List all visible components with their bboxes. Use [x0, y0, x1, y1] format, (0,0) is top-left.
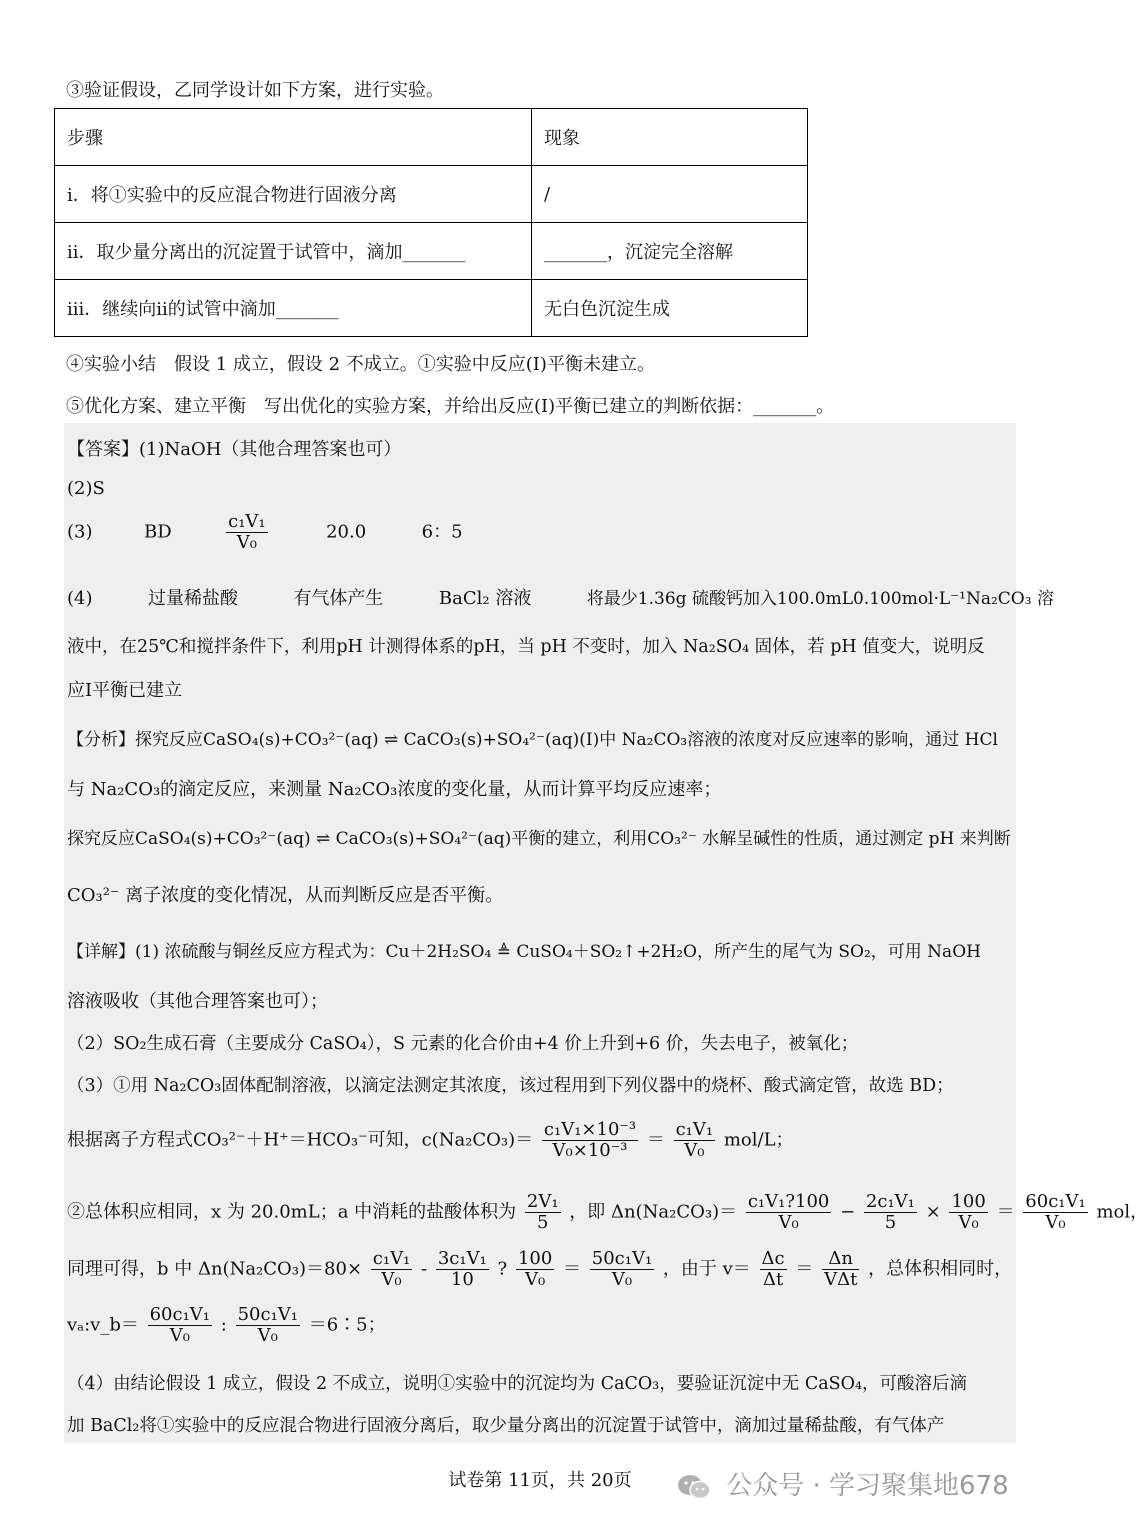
- page-footer: 试卷第 11页，共 20页: [448, 1470, 632, 1491]
- fraction: $\frac{\text{c₁V₁}}{\text{V₀}}$: [675, 1119, 714, 1161]
- phenomenon-cell: _______，沉淀完全溶解: [532, 223, 808, 280]
- phenomenon-cell: 无白色沉淀生成: [532, 280, 808, 337]
- detail-line-6: ②总体积应相同，x 为 20.0mL；a 中消耗的盐酸体积为 $\frac{\text{2V₁}}{5}$ ，即 Δn(Na₂CO₃)＝ $\frac{\text{c₁V₁?100}}{\text{V₀}}$ − $\frac{\text{2c₁V₁}}{5}$ × $\frac{100}{\text{V₀}}$ ＝ $\frac{\text{60c₁V₁}}{\text{V₀}}$ mol，: [67, 1191, 1148, 1233]
- detail-line-1: 【详解】(1) 浓硫酸与铜丝反应方程式为：Cu＋2H₂SO₄ ≜ CuSO₄＋SO₂↑+2H₂O，所产生的尾气为 SO₂，可用 NaOH: [67, 942, 981, 962]
- detail-line-10: 加 BaCl₂将①实验中的反应混合物进行固液分离后，取少量分离出的沉淀置于试管中，滴加过量稀盐酸，有气体产: [67, 1416, 945, 1436]
- header-phenomenon: 现象: [532, 109, 808, 166]
- answer-1: 【答案】(1)NaOH（其他合理答案也可）: [67, 439, 402, 460]
- analysis-line-3: 探究反应CaSO₄(s)+CO₃²⁻(aq) ⇌ CaCO₃(s)+SO₄²⁻(aq)平衡的建立，利用CO₃²⁻ 水解呈碱性的性质，通过测定 pH 来判断: [67, 829, 1011, 849]
- answer-3-volume: 20.0: [326, 521, 367, 543]
- answer-panel: [64, 423, 1016, 1443]
- fraction: $\frac{\text{3c₁V₁}}{10}$: [437, 1248, 487, 1290]
- fraction: $\frac{\text{50c₁V₁}}{\text{V₀}}$: [591, 1248, 653, 1290]
- wechat-icon: [676, 1473, 712, 1501]
- answer-2: (2)S: [67, 478, 105, 499]
- fraction: $\frac{100}{\text{V₀}}$: [951, 1191, 986, 1233]
- answer-3-ratio: 6：5: [421, 521, 463, 543]
- fraction: $\frac{\text{60c₁V₁}}{\text{V₀}}$: [1025, 1191, 1086, 1233]
- header-steps: 步骤: [55, 109, 532, 166]
- fraction: $\frac{\text{2c₁V₁}}{5}$: [865, 1191, 915, 1233]
- intro-text: ③验证假设，乙同学设计如下方案，进行实验。: [66, 80, 444, 101]
- optimize-text: ⑤优化方案、建立平衡 写出优化的实验方案，并给出反应(Ⅰ)平衡已建立的判断依据：_______。: [66, 396, 835, 417]
- fraction: $\frac{\text{60c₁V₁}}{\text{V₀}}$: [149, 1304, 211, 1346]
- analysis-line-4: CO₃²⁻ 离子浓度的变化情况，从而判断反应是否平衡。: [67, 885, 504, 906]
- watermark: [676, 1465, 1009, 1502]
- detail-line-7: 同理可得，b 中 Δn(Na₂CO₃)＝80× $\frac{\text{c₁V₁}}{\text{V₀}}$ - $\frac{\text{3c₁V₁}}{10}$ ? $\frac{100}{\text{V₀}}$ ＝ $\frac{\text{50c₁V₁}}{\text{V₀}}$ ，由于 v＝ $\frac{\Delta c}{\Delta t}$ ＝ $\frac{\Delta n}{\text{VΔt}}$ ，总体积相同时，: [67, 1248, 1013, 1290]
- detail-line-4: （3）①用 Na₂CO₃固体配制溶液，以滴定法测定其浓度，该过程用到下列仪器中的烧杯、酸式滴定管，故选 BD；: [67, 1076, 954, 1096]
- fraction: $\frac{\text{c₁V₁×10⁻³}}{\text{V₀×10⁻³}}$: [543, 1119, 637, 1161]
- answer-3-label: (3): [67, 521, 93, 543]
- table-row: [55, 223, 808, 280]
- answer-3-choice: BD: [143, 521, 172, 543]
- watermark-text: 公众号 · 学习聚集地678: [726, 1471, 1009, 1501]
- answer-3-fraction: $\frac{\text{c₁V₁}}{\text{V₀}}$: [228, 511, 266, 553]
- fraction: $\frac{\text{c₁V₁}}{\text{V₀}}$: [372, 1248, 411, 1290]
- analysis-line-2: 与 Na₂CO₃的滴定反应，来测量 Na₂CO₃浓度的变化量，从而计算平均反应速率；: [67, 779, 722, 800]
- fraction: $\frac{\Delta c}{\Delta t}$: [761, 1248, 785, 1290]
- summary-text: ④实验小结 假设 1 成立，假设 2 不成立。①实验中反应(Ⅰ)平衡未建立。: [66, 354, 655, 375]
- fraction: $\frac{\text{c₁V₁?100}}{\text{V₀}}$: [747, 1191, 830, 1233]
- answer-4-line-1: (4) 过量稀盐酸 有气体产生 BaCl₂ 溶液 将最少1.36g 硫酸钙加入100.0mL0.100mol·L⁻¹Na₂CO₃ 溶: [67, 588, 1054, 609]
- detail-line-5: 根据离子方程式CO₃²⁻＋H⁺＝HCO₃⁻可知，c(Na₂CO₃)＝ $\frac{\text{c₁V₁×10⁻³}}{\text{V₀×10⁻³}}$ ＝ $\frac{\text{c₁V₁}}{\text{V₀}}$ mol/L；: [67, 1119, 794, 1161]
- fraction: $\frac{100}{\text{V₀}}$: [517, 1248, 553, 1290]
- step-cell: ⅰ．将①实验中的反应混合物进行固液分离: [55, 166, 532, 223]
- analysis-line-1: 【分析】探究反应CaSO₄(s)+CO₃²⁻(aq) ⇌ CaCO₃(s)+SO₄²⁻(aq)(Ⅰ)中 Na₂CO₃溶液的浓度对反应速率的影响，通过 HCl: [67, 730, 998, 750]
- step-cell: ⅱ．取少量分离出的沉淀置于试管中，滴加_______: [55, 223, 532, 280]
- table-header-row: [55, 109, 808, 166]
- detail-line-3: （2）SO₂生成石膏（主要成分 CaSO₄），S 元素的化合价由+4 价上升到+6 价，失去电子，被氧化；: [67, 1034, 859, 1054]
- fraction: $\frac{\text{50c₁V₁}}{\text{V₀}}$: [237, 1304, 298, 1346]
- fraction: $\frac{\text{2V₁}}{5}$: [526, 1191, 559, 1233]
- phenomenon-cell: /: [532, 166, 808, 223]
- answer-4-line-3: 应Ⅰ平衡已建立: [67, 680, 183, 701]
- step-cell: ⅲ．继续向ⅱ的试管中滴加_______: [55, 280, 532, 337]
- detail-line-2: 溶液吸收（其他合理答案也可）；: [67, 991, 328, 1012]
- table-row: [55, 166, 808, 223]
- detail-line-9: （4）由结论假设 1 成立，假设 2 不成立，说明①实验中的沉淀均为 CaCO₃，要验证沉淀中无 CaSO₄，可酸溶后滴: [67, 1374, 968, 1394]
- detail-line-8: vₐ:v_b＝ $\frac{\text{60c₁V₁}}{\text{V₀}}$ : $\frac{\text{50c₁V₁}}{\text{V₀}}$ ＝6∶5；: [67, 1304, 386, 1346]
- answer-3: [67, 512, 463, 553]
- answer-4-line-2: 液中，在25℃和搅拌条件下，利用pH 计测得体系的pH，当 pH 不变时，加入 Na₂SO₄ 固体，若 pH 值变大，说明反: [67, 637, 985, 657]
- table-row: [55, 280, 808, 337]
- steps-table: [54, 108, 808, 337]
- fraction: $\frac{\Delta n}{\text{VΔt}}$: [824, 1248, 858, 1290]
